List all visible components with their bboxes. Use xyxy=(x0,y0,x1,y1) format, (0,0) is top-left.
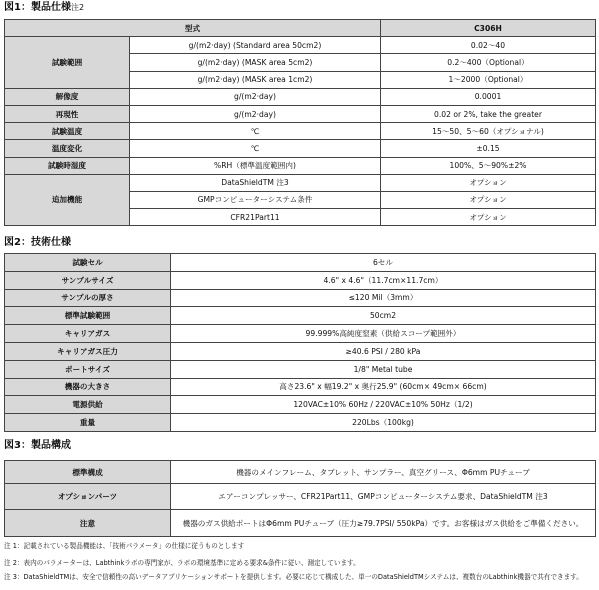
table-row xyxy=(5,88,596,105)
table-row xyxy=(5,342,596,360)
table-row xyxy=(5,378,596,396)
fig2-heading: 図2：技術仕様 xyxy=(4,237,71,248)
table-row xyxy=(5,289,596,307)
row-value: 0.0001 xyxy=(381,88,596,105)
table-row xyxy=(5,271,596,289)
row-value: 1～2000（Optional） xyxy=(381,71,596,88)
row-label: 機器の大きさ xyxy=(5,378,171,396)
row-value: 50cm2 xyxy=(171,307,596,325)
row-label: 重量 xyxy=(5,414,171,432)
row-unit: %RH（標準温度範囲内) xyxy=(130,157,381,174)
table-row xyxy=(5,510,596,537)
technical-spec-table xyxy=(4,253,596,432)
table-row xyxy=(5,414,596,432)
row-value: 0.02 or 2%, take the greater xyxy=(381,105,596,122)
row-label: 試験範囲 xyxy=(5,37,130,89)
row-unit: g/(m2·day) (Standard area 50cm2) xyxy=(130,37,381,54)
row-label: 解像度 xyxy=(5,88,130,105)
row-unit: ℃ xyxy=(130,123,381,140)
row-value: ≤120 Mil（3mm） xyxy=(171,289,596,307)
row-label: サンプルの厚さ xyxy=(5,289,171,307)
table-row xyxy=(5,174,596,191)
row-value: 1/8" Metal tube xyxy=(171,360,596,378)
row-value: 220Lbs（100kg) xyxy=(171,414,596,432)
table-row xyxy=(5,461,596,484)
row-value: ≥40.6 PSI / 280 kPa xyxy=(171,342,596,360)
row-value: 100%、5～90%±2% xyxy=(381,157,596,174)
footnote: 注 3：DataShieldTMは、安全で信頼性の高いデータアプリケーションサポートを提供します。必要に応じて構成した、単一のDataShieldTMシステムは、複数台のLabthink機器で共有できます。 xyxy=(4,573,583,581)
row-label: 試験セル xyxy=(5,254,171,272)
product-config-table xyxy=(4,460,596,537)
table-header-row xyxy=(5,20,596,37)
row-value: 機器のメインフレーム、タブレット、サンプラー、真空グリース、Φ6mm PUチューブ xyxy=(171,461,596,484)
row-label: 電源供給 xyxy=(5,396,171,414)
table-row xyxy=(5,360,596,378)
row-value: エアーコンプレッサー、CFR21Part11、GMPコンピューターシステム要求、DataShieldTM 注3 xyxy=(171,484,596,510)
row-value: 6セル xyxy=(171,254,596,272)
fig1-heading xyxy=(4,2,84,14)
table-row xyxy=(5,157,596,174)
row-value: オプション xyxy=(381,174,596,191)
footnote: 注 1：記載されている製品機能は、「技術パラメータ」の仕様に従うものとします xyxy=(4,542,245,550)
header-model: 型式 xyxy=(5,20,381,37)
row-unit: g/(m2·day) (MASK area 1cm2) xyxy=(130,71,381,88)
row-label: 追加機能 xyxy=(5,174,130,226)
row-unit: g/(m2·day) (MASK area 5cm2) xyxy=(130,54,381,71)
table-row xyxy=(5,307,596,325)
table-row xyxy=(5,484,596,510)
fig1-note-ref: 注2 xyxy=(70,3,85,12)
row-label: 標準試験範囲 xyxy=(5,307,171,325)
row-unit: ℃ xyxy=(130,140,381,157)
table-row xyxy=(5,37,596,54)
row-label: 試験時湿度 xyxy=(5,157,130,174)
row-value: 高さ23.6" x 幅19.2" x 奥行25.9" (60cm× 49cm× 66cm) xyxy=(171,378,596,396)
row-label: サンプルサイズ xyxy=(5,271,171,289)
table-row xyxy=(5,325,596,343)
row-label: 温度変化 xyxy=(5,140,130,157)
row-value: 15～50、5～60（オプショナル) xyxy=(381,123,596,140)
product-spec-table xyxy=(4,19,596,226)
row-value: 0.2～400（Optional） xyxy=(381,54,596,71)
row-label: 再現性 xyxy=(5,105,130,122)
table-row xyxy=(5,123,596,140)
row-value: オプション xyxy=(381,191,596,208)
fig3-heading: 図3：製品構成 xyxy=(4,440,71,451)
table-row xyxy=(5,396,596,414)
table-row xyxy=(5,105,596,122)
row-value: 120VAC±10% 60Hz / 220VAC±10% 50Hz（1/2) xyxy=(171,396,596,414)
row-unit: g/(m2·day) xyxy=(130,88,381,105)
row-label: ポートサイズ xyxy=(5,360,171,378)
row-value: オプション xyxy=(381,209,596,226)
row-label: キャリアガス xyxy=(5,325,171,343)
row-value: 機器のガス供給ポートはΦ6mm PUチューブ（圧力≥79.7PSI/ 550kPa）です。お客様はガス供給をご準備ください。 xyxy=(171,510,596,537)
row-value: 0.02～40 xyxy=(381,37,596,54)
row-label: 標準構成 xyxy=(5,461,171,484)
row-label: 注意 xyxy=(5,510,171,537)
row-label: キャリアガス圧力 xyxy=(5,342,171,360)
row-unit: g/(m2·day) xyxy=(130,105,381,122)
row-unit: DataShieldTM 注3 xyxy=(130,174,381,191)
footnote: 注 2：表内のパラメーターは、Labthinkラボの専門家が、ラボの環境基準に定める要求&条件に従い、測定しています。 xyxy=(4,559,360,567)
fig1-title: 図1：製品仕様 xyxy=(4,2,71,13)
table-row xyxy=(5,140,596,157)
row-value: ±0.15 xyxy=(381,140,596,157)
row-unit: CFR21Part11 xyxy=(130,209,381,226)
table-row xyxy=(5,254,596,272)
row-label: オプションパーツ xyxy=(5,484,171,510)
row-value: 4.6" x 4.6"（11.7cm×11.7cm） xyxy=(171,271,596,289)
row-unit: GMPコンピューターシステム条件 xyxy=(130,191,381,208)
row-value: 99.999%高純度窒素（供給スコープ範囲外） xyxy=(171,325,596,343)
row-label: 試験温度 xyxy=(5,123,130,140)
header-model-value: C306H xyxy=(381,20,596,37)
